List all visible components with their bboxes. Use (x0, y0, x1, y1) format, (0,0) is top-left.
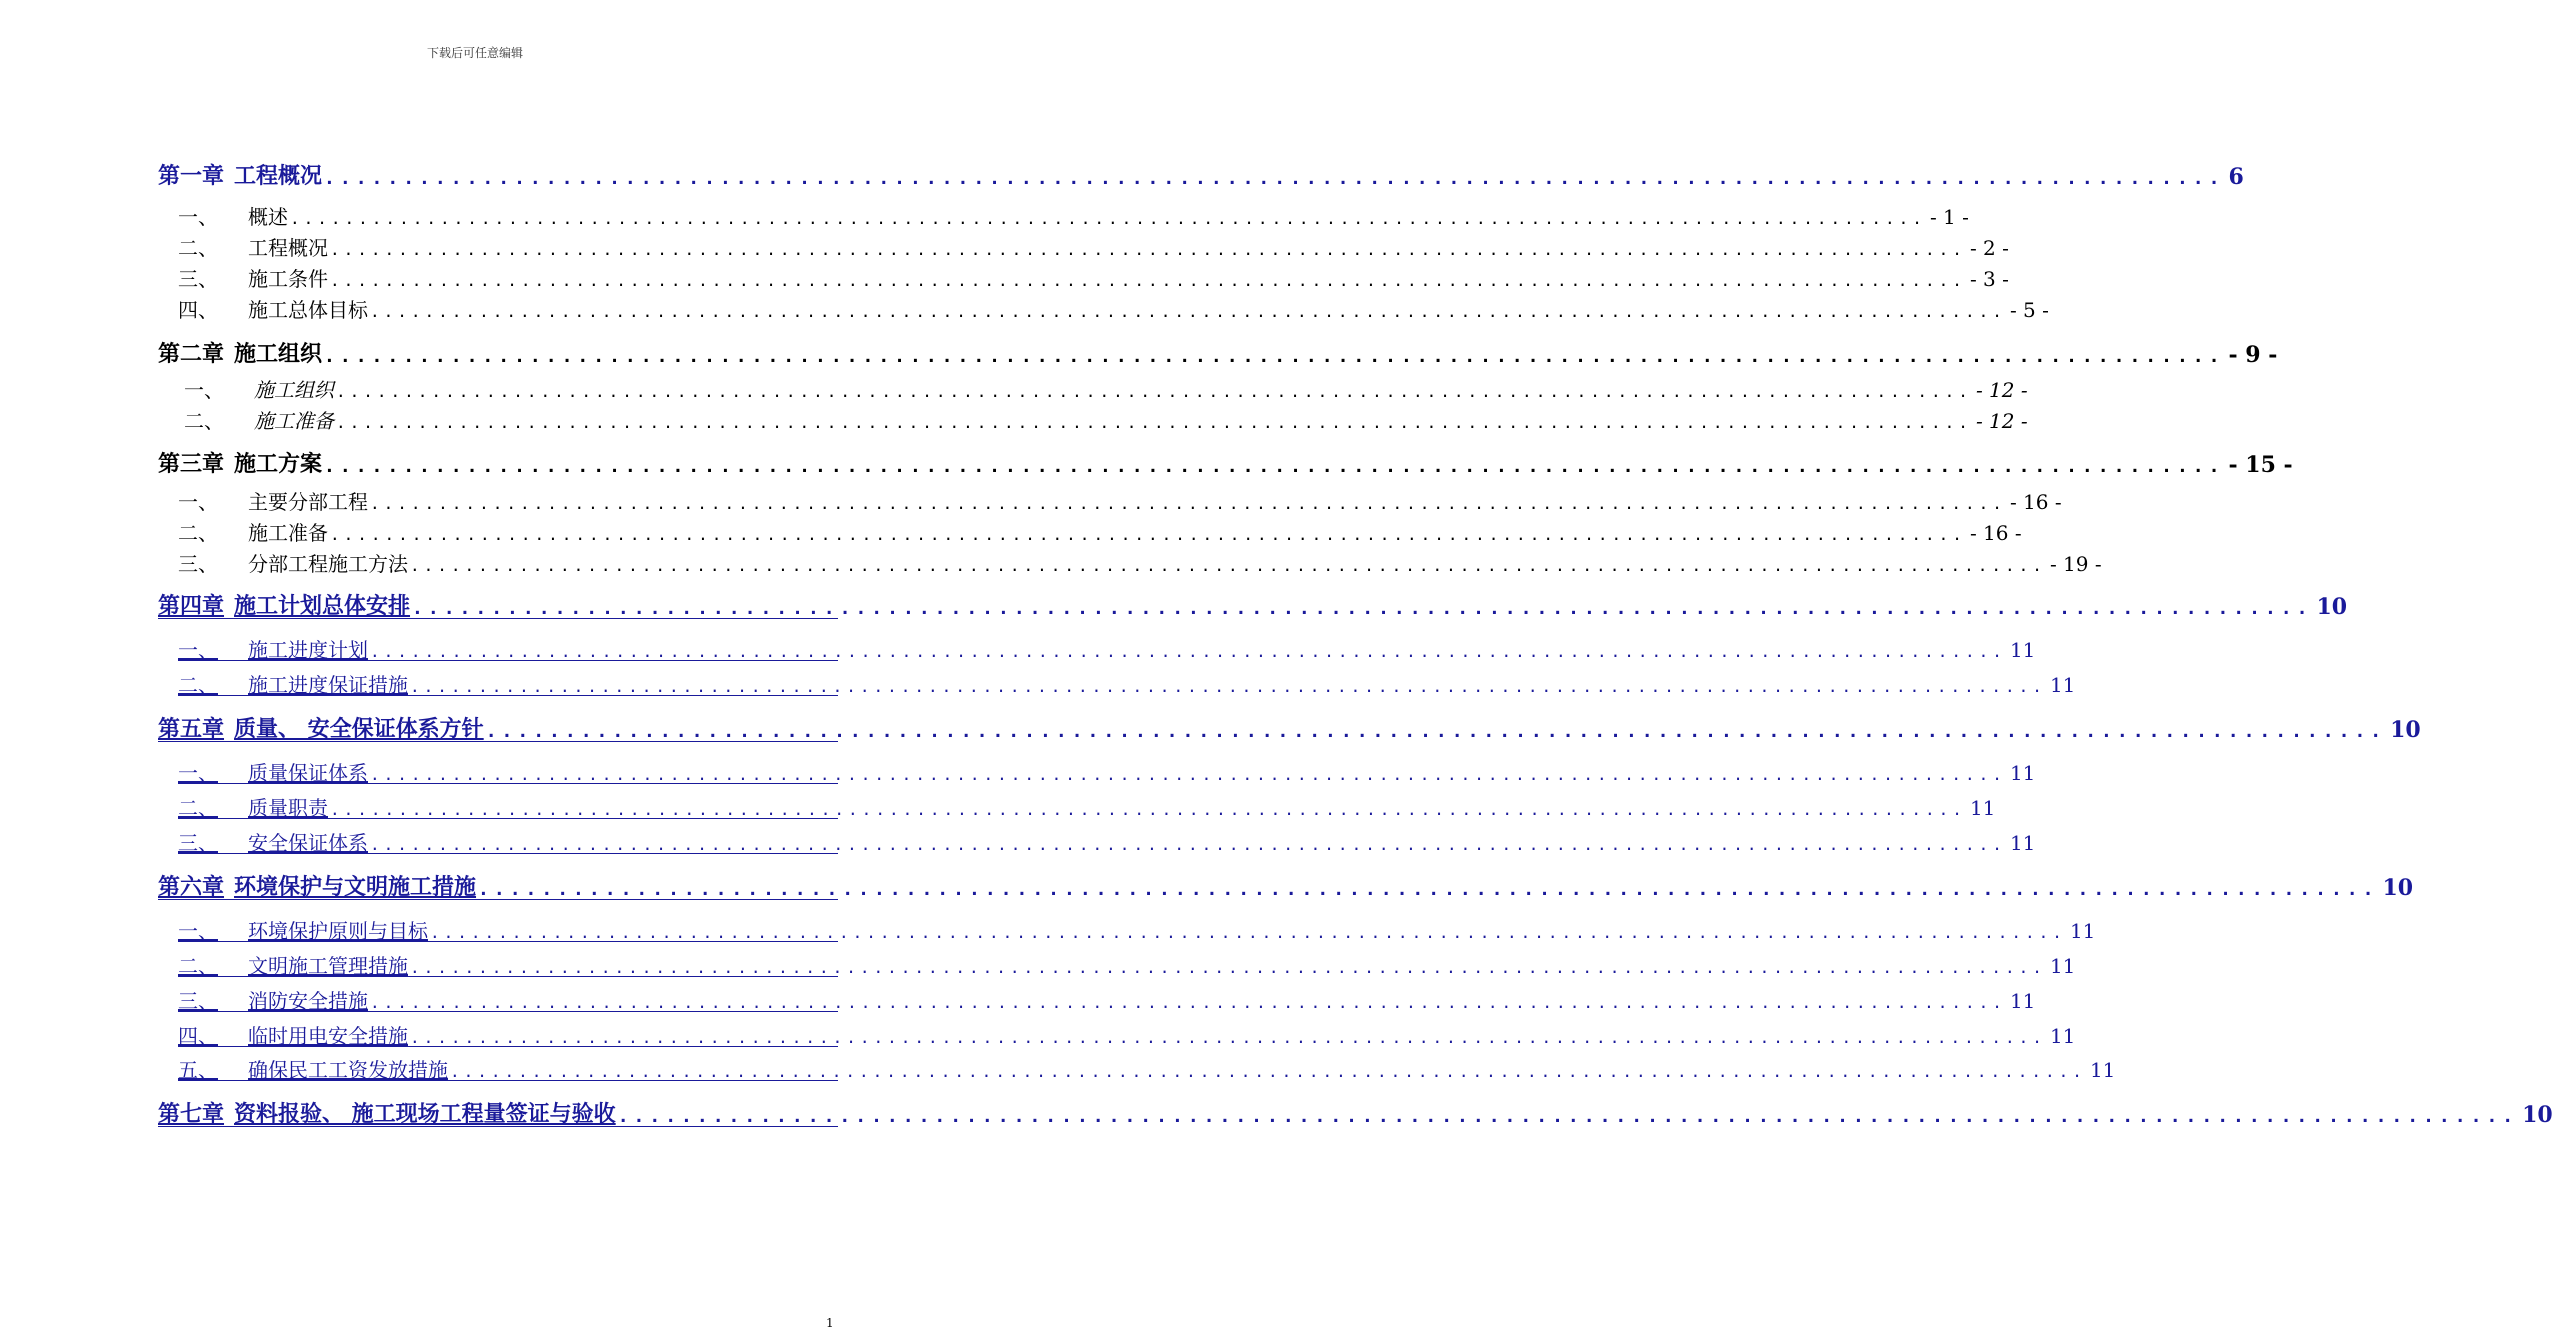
toc-entry-page: 10 (2382, 875, 2414, 901)
toc-entry-title: 文明施工管理措施 (248, 954, 408, 978)
toc-entry-title: 工程概况 (248, 236, 328, 260)
toc-entry-title: 质量、 安全保证体系方针 (234, 717, 484, 742)
toc-entry-page: - 5 - (2009, 298, 2049, 322)
toc-section-entry[interactable] (178, 794, 1996, 820)
toc-entry-title: 确保民工工资发放措施 (248, 1058, 448, 1082)
page-header: 下载后可任意编辑 (426, 46, 523, 60)
toc-section-entry[interactable] (178, 987, 2036, 1013)
toc-entry-number: 二、 (178, 796, 218, 820)
toc-entry-number: 四、 (178, 1024, 218, 1048)
toc-leader-dots: ........................................................................................................................ (370, 494, 2006, 513)
toc-entry-page: 11 (2009, 761, 2036, 785)
toc-entry-page: 11 (2009, 831, 2036, 855)
toc-leader-dots: ........................................................................................................................ (330, 800, 1966, 819)
toc-entry-number: 二、 (178, 521, 218, 545)
toc-section-entry[interactable] (178, 1056, 2116, 1082)
toc-entry-number: 一、 (178, 638, 218, 662)
toc-entry-number: 三、 (178, 831, 218, 855)
toc-leader-dots: ........................................................................................................................ (450, 1062, 2086, 1081)
toc-section-entry (178, 265, 2009, 291)
toc-entry-number: 一、 (178, 761, 218, 785)
toc-leader-dots: ........................................................................................................................ (336, 413, 1972, 432)
toc-entry-title: 资料报验、 施工现场工程量签证与验收 (234, 1102, 616, 1127)
toc-entry-title: 施工进度保证措施 (248, 673, 408, 697)
toc-section-entry[interactable] (178, 952, 2076, 978)
toc-entry-title: 施工组织 (254, 378, 334, 402)
toc-entry-title: 施工计划总体安排 (234, 594, 411, 619)
toc-entry-title: 概述 (248, 205, 288, 229)
toc-section-entry (178, 234, 2009, 260)
toc-entry-number: 二、 (178, 673, 218, 697)
toc-entry-number: 二、 (178, 236, 218, 260)
toc-entry-title: 施工总体目标 (248, 298, 368, 322)
toc-entry-page: 11 (2009, 638, 2036, 662)
toc-entry-number: 第四章 (158, 594, 225, 619)
page-number: 1 (826, 1316, 834, 1330)
toc-entry-page: 11 (2069, 919, 2096, 943)
toc-entry-page: 10 (2390, 717, 2421, 743)
toc-leader-dots: ........................................................................................................................ (370, 642, 2006, 661)
toc-entry-page: - 9 - (2228, 342, 2278, 368)
toc-entry-number: 第三章 (158, 452, 225, 477)
toc-section-entry[interactable] (178, 671, 2076, 697)
toc-leader-dots: ........................................................................................................................ (412, 598, 2313, 619)
toc-entry-number: 一、 (178, 205, 218, 229)
toc-leader-dots: ........................................................................................................................ (324, 346, 2225, 367)
toc-entry-title: 环境保护原则与目标 (248, 919, 428, 943)
toc-chapter-entry[interactable] (158, 590, 2348, 620)
toc-entry-page: - 3 - (1969, 267, 2009, 291)
toc-entry-number: 一、 (178, 490, 218, 514)
toc-section-entry (178, 296, 2049, 322)
toc-entry-title: 临时用电安全措施 (248, 1024, 408, 1048)
toc-leader-dots: ........................................................................................................................ (370, 302, 2006, 321)
toc-entry-title: 质量职责 (248, 796, 328, 820)
toc-entry-page: - 1 - (1929, 205, 1969, 229)
toc-leader-dots: ........................................................................................................................ (370, 993, 2006, 1012)
toc-entry-page: - 16 - (2009, 490, 2062, 514)
toc-entry-number: 第五章 (158, 717, 225, 742)
toc-entry-page: 10 (2522, 1102, 2553, 1128)
toc-section-entry[interactable] (178, 759, 2036, 785)
toc-entry-page: - 15 - (2228, 452, 2293, 478)
toc-section-entry (178, 519, 2022, 545)
toc-section-entry (178, 550, 2102, 576)
toc-entry-title: 施工方案 (234, 452, 323, 477)
toc-entry-page: - 12 - (1975, 409, 2028, 433)
toc-entry-number: 第六章 (158, 875, 225, 900)
toc-leader-dots: ........................................................................................................................ (478, 879, 2379, 900)
toc-section-entry (178, 488, 2062, 514)
toc-section-entry (184, 407, 2028, 433)
toc-chapter-entry (158, 448, 2293, 478)
toc-leader-dots: ........................................................................................................................ (290, 209, 1926, 228)
toc-entry-page: - 16 - (1969, 521, 2022, 545)
toc-entry-number: 第二章 (158, 342, 225, 367)
toc-section-entry[interactable] (178, 1022, 2076, 1048)
toc-leader-dots: ........................................................................................................................ (430, 923, 2066, 942)
toc-entry-title: 质量保证体系 (248, 761, 368, 785)
toc-chapter-entry[interactable] (158, 713, 2421, 743)
toc-leader-dots: ........................................................................................................................ (370, 765, 2006, 784)
toc-section-entry[interactable] (178, 917, 2096, 943)
toc-entry-page: 11 (2049, 1024, 2076, 1048)
toc-entry-number: 第七章 (158, 1102, 225, 1127)
toc-leader-dots: ........................................................................................................................ (330, 271, 1966, 290)
toc-entry-page: - 19 - (2049, 552, 2102, 576)
toc-entry-number: 一、 (184, 378, 224, 402)
toc-leader-dots: ........................................................................................................................ (410, 677, 2046, 696)
toc-chapter-entry[interactable] (158, 871, 2414, 901)
toc-leader-dots: ........................................................................................................................ (485, 721, 2387, 742)
toc-entry-page: 11 (2009, 989, 2036, 1013)
toc-section-entry[interactable] (178, 829, 2036, 855)
toc-section-entry (178, 203, 1969, 229)
toc-entry-title: 工程概况 (234, 164, 323, 189)
toc-leader-dots: ........................................................................................................................ (330, 525, 1966, 544)
toc-entry-page: 11 (2049, 954, 2076, 978)
toc-chapter-entry[interactable] (158, 160, 2244, 190)
toc-entry-number: 二、 (178, 954, 218, 978)
toc-entry-title: 主要分部工程 (248, 490, 368, 514)
toc-entry-title: 施工准备 (248, 521, 328, 545)
toc-entry-title: 施工进度计划 (248, 638, 368, 662)
toc-entry-title: 安全保证体系 (248, 831, 368, 855)
toc-entry-number: 一、 (178, 919, 218, 943)
toc-entry-title: 施工组织 (234, 342, 323, 367)
toc-leader-dots: ........................................................................................................................ (410, 556, 2046, 575)
toc-leader-dots: ........................................................................................................................ (370, 835, 2006, 854)
toc-leader-dots: ........................................................................................................................ (336, 382, 1972, 401)
toc-leader-dots: ........................................................................................................................ (324, 456, 2225, 477)
toc-entry-number: 三、 (178, 989, 218, 1013)
toc-entry-title: 施工准备 (254, 409, 334, 433)
toc-leader-dots: ........................................................................................................................ (617, 1106, 2519, 1127)
toc-entry-page: 10 (2316, 594, 2348, 620)
toc-entry-page: 6 (2228, 164, 2244, 190)
toc-entry-title: 环境保护与文明施工措施 (234, 875, 477, 900)
toc-leader-dots: ........................................................................................................................ (324, 168, 2225, 189)
toc-entry-page: - 12 - (1975, 378, 2028, 402)
toc-section-entry (184, 376, 2028, 402)
toc-entry-title: 消防安全措施 (248, 989, 368, 1013)
toc-leader-dots: ........................................................................................................................ (410, 958, 2046, 977)
toc-entry-page: 11 (2049, 673, 2076, 697)
toc-chapter-entry[interactable] (158, 1098, 2553, 1128)
toc-section-entry[interactable] (178, 636, 2036, 662)
toc-entry-title: 施工条件 (248, 267, 328, 291)
toc-leader-dots: ........................................................................................................................ (330, 240, 1966, 259)
toc-entry-number: 四、 (178, 298, 218, 322)
toc-entry-page: 11 (1969, 796, 1996, 820)
toc-entry-title: 分部工程施工方法 (248, 552, 408, 576)
toc-entry-number: 五、 (178, 1058, 218, 1082)
toc-chapter-entry (158, 338, 2278, 368)
toc-entry-number: 第一章 (158, 164, 225, 189)
toc-entry-page: - 2 - (1969, 236, 2009, 260)
toc-entry-number: 二、 (184, 409, 224, 433)
toc-entry-page: 11 (2089, 1058, 2116, 1082)
toc-leader-dots: ........................................................................................................................ (410, 1028, 2046, 1047)
toc-entry-number: 三、 (178, 552, 218, 576)
toc-entry-number: 三、 (178, 267, 218, 291)
